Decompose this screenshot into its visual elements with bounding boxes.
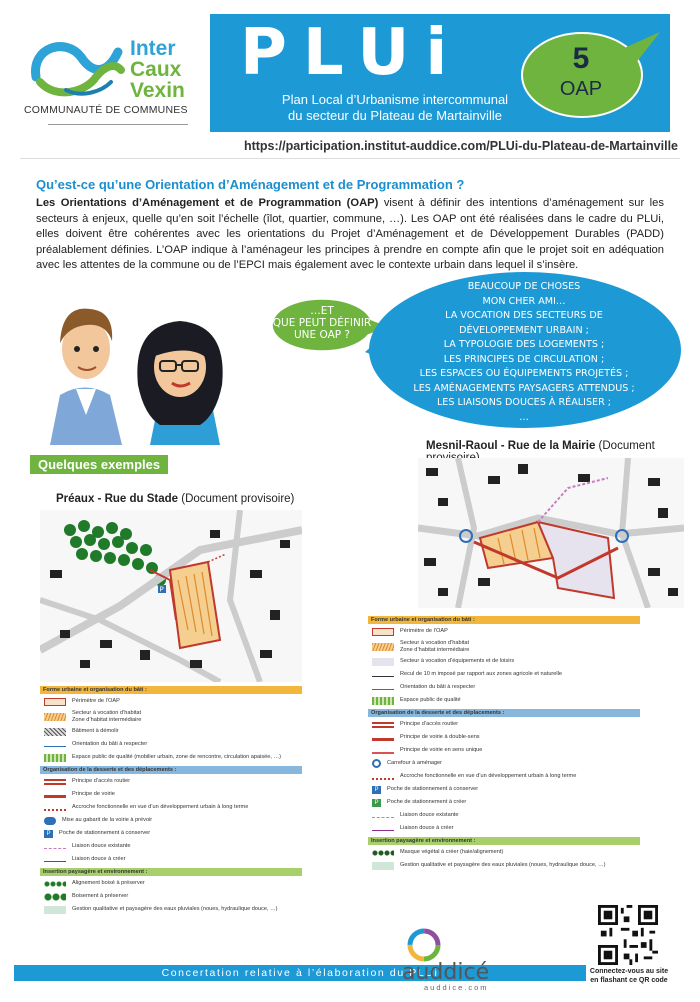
legend-item-label: Secteur à vocation d’habitat Zone d’habitat intermédiaire bbox=[72, 710, 142, 723]
legend-item bbox=[44, 790, 302, 799]
legend-item bbox=[44, 727, 302, 736]
future-link-arrow-icon bbox=[372, 778, 394, 780]
perimeter-symbol-icon bbox=[372, 628, 394, 636]
road-access-arrow-icon bbox=[44, 779, 66, 785]
rainwater-management-icon bbox=[372, 862, 394, 870]
legend-item-label: Principe de voirie bbox=[72, 791, 115, 798]
page-subtitle bbox=[240, 92, 550, 124]
logo-swirl-icon bbox=[26, 32, 126, 102]
two-way-road-icon bbox=[372, 738, 394, 741]
auddice-wordmark: auddicé bbox=[402, 960, 490, 985]
orientation-line-icon bbox=[372, 689, 394, 690]
legend-item bbox=[44, 816, 302, 825]
logo-line-caux: Caux bbox=[130, 58, 182, 81]
legend-item-label: Alignement boisé à préserver bbox=[72, 880, 145, 887]
question-line: …ET bbox=[310, 305, 334, 317]
answer-line: MON CHER AMI… bbox=[482, 295, 566, 307]
legend-item bbox=[44, 829, 302, 838]
legend-item-label: Espace public de qualité (mobilier urbain, zone de rencontre, circulation apaisée, …) bbox=[72, 754, 281, 761]
example-1-status: (Document provisoire) bbox=[178, 493, 295, 505]
crossroads-icon bbox=[372, 759, 381, 768]
legend-item bbox=[372, 848, 640, 857]
future-link-arrow-icon bbox=[44, 809, 66, 811]
legend-item bbox=[44, 710, 302, 723]
badge-label: OAP bbox=[559, 78, 603, 100]
qr-code-icon[interactable] bbox=[598, 905, 658, 965]
legend-item bbox=[44, 753, 302, 762]
legend-item bbox=[372, 861, 640, 870]
example-1-place: Préaux - Rue du Stade bbox=[56, 493, 179, 505]
legend-item-label: Principe de voirie en sens unique bbox=[400, 747, 483, 754]
tree-alignment-icon bbox=[44, 880, 66, 888]
badge-number: 5 bbox=[572, 42, 590, 75]
example-1-title bbox=[56, 493, 294, 505]
legend-item-label: Recul de 10 m imposé par rapport aux zones agricole et naturelle bbox=[400, 671, 562, 678]
legend-item bbox=[372, 798, 640, 807]
legend-section-title: Organisation de la desserte et des déplacements : bbox=[368, 709, 640, 717]
answer-line: LA TYPOLOGIE DES LOGEMENTS ; bbox=[443, 339, 605, 350]
page-title: PLUi bbox=[240, 16, 464, 90]
road-principle-icon bbox=[44, 795, 66, 798]
question-line: UNE OAP ? bbox=[293, 329, 351, 341]
setback-line-icon bbox=[372, 676, 394, 677]
legend-item bbox=[372, 772, 640, 781]
legend-item-label: Espace public de qualité bbox=[400, 697, 461, 704]
oap-number-badge bbox=[520, 30, 670, 120]
legend-item bbox=[44, 697, 302, 706]
new-soft-link-icon bbox=[44, 861, 66, 862]
legend-item bbox=[372, 627, 640, 636]
logo-line-inter: Inter bbox=[130, 37, 176, 60]
auddice-logo bbox=[398, 928, 578, 992]
orientation-line-icon bbox=[44, 746, 66, 747]
answer-line: LES AMÉNAGEMENTS PAYSAGERS ATTENDUS ; bbox=[413, 382, 635, 394]
legend-item-label: Secteur à vocation d’habitat Zone d’habitat intermédiaire bbox=[400, 640, 470, 653]
answer-text bbox=[365, 280, 683, 425]
parking-icon: P bbox=[372, 786, 381, 794]
legend-item-label: Masque végétal à créer (haie/alignement) bbox=[400, 849, 504, 856]
legend-section-title: Organisation de la desserte et des déplacements : bbox=[40, 766, 302, 774]
mesnil-raoul-oap-map bbox=[418, 458, 684, 608]
legend-item-label: Secteur à vocation d’équipements et de loisirs bbox=[400, 658, 515, 665]
intro-question: Qu’est-ce qu’une Orientation d’Aménagement et de Programmation ? bbox=[36, 177, 465, 192]
svg-text:P: P bbox=[159, 585, 164, 594]
question-text bbox=[270, 305, 374, 341]
legend-item-label: Liaison douce existante bbox=[72, 843, 131, 850]
legend-item-label: Liaison douce à créer bbox=[400, 825, 454, 832]
characters-illustration bbox=[40, 285, 260, 445]
legend-item bbox=[44, 879, 302, 888]
new-soft-link-icon bbox=[372, 830, 394, 831]
legend-section-title: Forme urbaine et organisation du bâti : bbox=[40, 686, 302, 694]
qr-caption-line-1: Connectez-vous au site bbox=[589, 968, 669, 975]
answer-line: LA VOCATION DES SECTEURS DE bbox=[445, 310, 603, 321]
answer-line: LES ESPACES OU ÉQUIPEMENTS PROJETÉS ; bbox=[419, 368, 629, 379]
preaux-map-legend bbox=[40, 684, 302, 918]
parking-icon: P bbox=[44, 830, 53, 838]
mesnil-raoul-map-legend bbox=[368, 614, 640, 874]
intro-text: visent à définir des intentions d’aménagement sur les secteurs à enjeux, quelle qu’en soit l’échelle (îlot, quartier, commune, …). Les OAP ont été réalisées dans le cadre du PLUi, elles doivent être cohérentes avec les orientations du Projet d’Aménagement et de Développement Durables (PADD) préalablement définies. L’OAP indique à l’aménageur les principes à prendre en compte afin que le projet soit en adéquation avec les attentes de la commune ou de l’EPCI mais également avec le contexte urbain dans lequel il s’insère. bbox=[36, 197, 664, 271]
legend-item-label: Boisement à préserver bbox=[72, 893, 129, 900]
legend-item bbox=[372, 683, 640, 692]
housing-zone-symbol-icon bbox=[44, 713, 66, 721]
hedge-icon bbox=[372, 849, 394, 857]
legend-item bbox=[44, 905, 302, 914]
road-access-arrow-icon bbox=[372, 722, 394, 728]
existing-soft-link-icon bbox=[372, 817, 394, 818]
perimeter-symbol-icon bbox=[44, 698, 66, 706]
logo-subtitle: COMMUNAUTÉ DE COMMUNES bbox=[24, 104, 188, 116]
one-way-road-icon bbox=[372, 752, 394, 754]
legend-item-label: Accroche fonctionnelle en vue d’un développement urbain à long terme bbox=[72, 804, 249, 811]
example-2-status: (Document bbox=[598, 440, 655, 452]
legend-item bbox=[372, 720, 640, 729]
answer-line: … bbox=[519, 411, 529, 423]
auddice-ring-icon bbox=[404, 928, 444, 962]
new-parking-icon: P bbox=[372, 799, 381, 807]
legend-item-label: Périmètre de l’OAP bbox=[72, 698, 120, 705]
legend-item-label: Poche de stationnement à conserver bbox=[59, 830, 151, 837]
logo-divider bbox=[48, 124, 188, 125]
legend-item bbox=[372, 670, 640, 679]
legend-item bbox=[44, 803, 302, 812]
example-2-place: Mesnil-Raoul - Rue de la Mairie bbox=[426, 440, 596, 452]
qr-caption-line-2: en flashant ce QR code bbox=[590, 976, 668, 984]
legend-item bbox=[44, 740, 302, 749]
rainwater-management-icon bbox=[44, 906, 66, 914]
intro-paragraph bbox=[36, 196, 664, 274]
logo-line-vexin: Vexin bbox=[130, 79, 185, 102]
facilities-zone-symbol-icon bbox=[372, 658, 394, 666]
participation-url[interactable]: https://participation.institut-auddice.com/PLUi-du-Plateau-de-Martainville bbox=[243, 139, 678, 153]
legend-item-label: Bâtiment à démolir bbox=[72, 728, 119, 735]
legend-item-label: Carrefour à aménager bbox=[387, 760, 443, 767]
legend-item bbox=[44, 855, 302, 864]
legend-item bbox=[372, 640, 640, 653]
public-space-symbol-icon bbox=[44, 754, 66, 762]
legend-item bbox=[372, 785, 640, 794]
legend-item-label: Orientation du bâti à respecter bbox=[72, 741, 148, 748]
header-divider bbox=[20, 158, 680, 159]
existing-soft-link-icon bbox=[44, 848, 66, 849]
legend-item-label: Liaison douce existante bbox=[400, 812, 459, 819]
intercaux-vexin-logo bbox=[18, 28, 198, 133]
legend-item bbox=[372, 824, 640, 833]
answer-line: LES PRINCIPES DE CIRCULATION ; bbox=[443, 353, 605, 365]
legend-item-label: Accroche fonctionnelle en vue d’un développement urbain à long terme bbox=[400, 773, 577, 780]
legend-item bbox=[372, 811, 640, 820]
legend-item bbox=[44, 777, 302, 786]
demolition-symbol-icon bbox=[44, 728, 66, 736]
legend-item-label: Liaison douce à créer bbox=[72, 856, 126, 863]
answer-line: DÉVELOPPEMENT URBAIN ; bbox=[459, 324, 589, 336]
legend-item bbox=[372, 657, 640, 666]
legend-section-title: Insertion paysagère et environnement : bbox=[40, 868, 302, 876]
housing-zone-symbol-icon bbox=[372, 643, 394, 651]
legend-item-label: Principe d’accès routier bbox=[72, 778, 131, 785]
legend-item-label: Périmètre de l’OAP bbox=[400, 628, 448, 635]
legend-item-label: Poche de stationnement à créer bbox=[387, 799, 467, 806]
footer-banner-text: Concertation relative à l’élaboration du PLUi bbox=[161, 967, 439, 979]
legend-item-label: Principe de voirie à double-sens bbox=[400, 734, 480, 741]
subtitle-line-2: du secteur du Plateau de Martainville bbox=[288, 108, 502, 123]
intro-bold-lead: Les Orientations d’Aménagement et de Programmation (OAP) bbox=[36, 197, 379, 209]
public-space-symbol-icon bbox=[372, 697, 394, 705]
legend-item bbox=[44, 892, 302, 901]
road-gauge-icon bbox=[44, 817, 56, 825]
legend-item bbox=[372, 746, 640, 755]
answer-bubble bbox=[365, 270, 683, 430]
qr-caption bbox=[584, 968, 674, 985]
preaux-oap-map bbox=[40, 510, 302, 682]
legend-item-label: Principe d’accès routier bbox=[400, 721, 459, 728]
answer-line: LES LIAISONS DOUCES À RÉALISER ; bbox=[436, 397, 612, 408]
legend-item bbox=[44, 842, 302, 851]
subtitle-line-1: Plan Local d’Urbanisme intercommunal bbox=[281, 92, 509, 107]
legend-item-label: Poche de stationnement à conserver bbox=[387, 786, 479, 793]
legend-item-label: Orientation du bâti à respecter bbox=[400, 684, 476, 691]
legend-item bbox=[372, 733, 640, 742]
legend-section-title: Insertion paysagère et environnement : bbox=[368, 837, 640, 845]
answer-line: BEAUCOUP DE CHOSES bbox=[467, 281, 581, 292]
examples-heading: Quelques exemples bbox=[30, 455, 168, 474]
auddice-domain: auddice.com bbox=[424, 983, 489, 992]
auddice-tagline: urbanisme bbox=[494, 970, 539, 981]
woodland-icon bbox=[44, 893, 66, 901]
legend-item bbox=[372, 759, 640, 768]
legend-item-label: Mise au gabarit de la voirie à prévoir bbox=[62, 817, 153, 824]
legend-item-label: Gestion qualitative et paysagère des eaux pluviales (noues, hydraulique douce, …) bbox=[400, 862, 606, 869]
question-line: QUE PEUT DÉFINIR bbox=[272, 317, 372, 329]
legend-section-title: Forme urbaine et organisation du bâti : bbox=[368, 616, 640, 624]
legend-item bbox=[372, 696, 640, 705]
legend-item-label: Gestion qualitative et paysagère des eaux pluviales (noues, hydraulique douce, …) bbox=[72, 906, 278, 913]
